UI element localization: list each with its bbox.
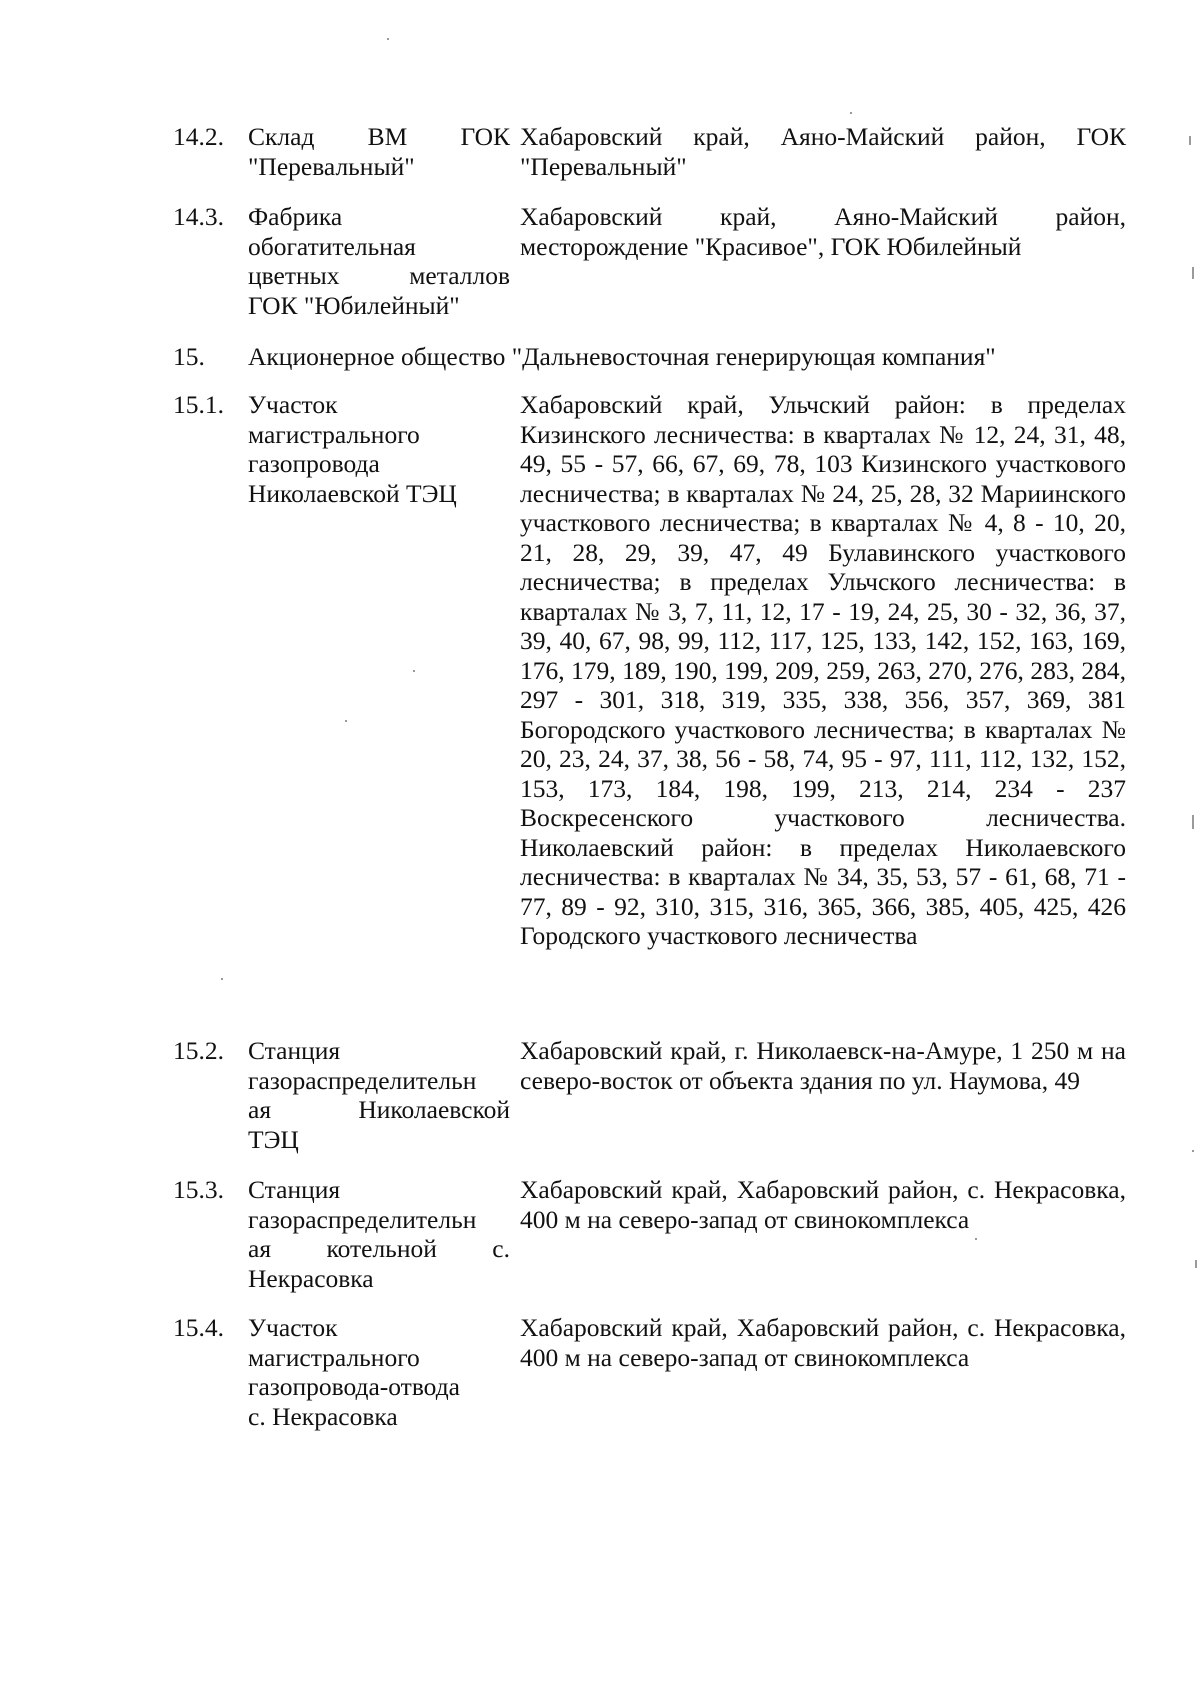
- object-address: Хабаровский край, Аяно-Майский район, ГОК "Перевальный": [520, 122, 1126, 181]
- object-address: Хабаровский край, Аяно-Майский район, месторождение "Красивое", ГОК Юбилейный: [520, 202, 1126, 261]
- scan-speck: [413, 670, 415, 672]
- object-name-line: газопровода: [248, 449, 380, 478]
- object-name-line: газораспределительн: [248, 1204, 477, 1234]
- scan-speck: [1192, 1150, 1194, 1152]
- object-address: Хабаровский край, Ульчский район: в пределах Кизинского лесничества: в кварталах № 12, 24, 31, 48, 49, 55 - 57, 66, 67, 69, 78, 103 Кизинского участкового лесничества; в кварталах № 24, 25, 28, 32 Мариинского участкового лесничества; в кварталах № 4, 8 - 10, 20, 21, 28, 29, 39, 47, 49 Булавинского участкового лесничества; в пределах Ульчского лесничества: в кварталах № 3, 7, 11, 12, 17 - 19, 24, 25, 30 - 32, 36, 37, 39, 40, 67, 98, 99, 112, 117, 125, 133, 142, 152, 163, 169, 176, 179, 189, 190, 199, 209, 259, 263, 270, 276, 283, 284, 297 - 301, 318, 319, 335, 338, 356, 357, 369, 381 Богородского участкового лесничества; в кварталах № 20, 23, 24, 37, 38, 56 - 58, 74, 95 - 97, 111, 112, 132, 152, 153, 173, 184, 198, 199, 213, 214, 234 - 237 Воскресенского участкового лесничества. Николаевский район: в пределах Николаевского лесничества: в кварталах № 34, 35, 53, 57 - 61, 68, 71 - 77, 89 - 92, 310, 315, 316, 365, 366, 385, 405, 425, 426 Городского участкового лесничества: [520, 390, 1126, 950]
- row-number: 15.1.: [173, 390, 224, 419]
- scan-speck: [1192, 815, 1194, 829]
- object-name-line: ГОК "Юбилейный": [248, 290, 460, 320]
- scan-speck: [850, 112, 852, 114]
- object-name: [248, 202, 510, 320]
- object-name-line: Станция: [248, 1036, 341, 1065]
- object-name-line: обогатительная: [248, 231, 416, 261]
- object-name-line: магистрального: [248, 419, 420, 449]
- row-number: 15.4.: [173, 1313, 224, 1342]
- object-name-line: магистрального: [248, 1342, 420, 1372]
- object-name-line: Участок: [248, 1313, 338, 1342]
- object-address: Хабаровский край, Хабаровский район, с. Некрасовка, 400 м на северо-запад от свинокомплекса: [520, 1313, 1126, 1372]
- object-name: [248, 1175, 510, 1293]
- scan-speck: [1189, 136, 1191, 145]
- row-number: 15.2.: [173, 1036, 224, 1065]
- scan-speck: [345, 720, 347, 722]
- object-name: [248, 1036, 510, 1154]
- object-name-line: цветных металлов: [248, 261, 510, 290]
- object-name: [248, 122, 510, 181]
- section-heading: Акционерное общество "Дальневосточная генерирующая компания": [248, 342, 996, 371]
- section-number: 15.: [173, 342, 205, 371]
- object-name-line: ТЭЦ: [248, 1124, 299, 1154]
- object-name-line: ая Николаевской: [248, 1095, 510, 1124]
- object-name-line: Николаевской ТЭЦ: [248, 478, 457, 508]
- object-name-line: Станция: [248, 1175, 341, 1204]
- scan-speck: [387, 38, 389, 40]
- object-name-line: Некрасовка: [248, 1263, 374, 1293]
- object-address: Хабаровский край, Хабаровский район, с. Некрасовка, 400 м на северо-запад от свинокомплекса: [520, 1175, 1126, 1234]
- object-name-line: Склад ВМ ГОК: [248, 122, 510, 151]
- object-name-line: Фабрика: [248, 202, 343, 231]
- object-name: [248, 1313, 510, 1431]
- object-name-line: газораспределительн: [248, 1065, 477, 1095]
- scan-speck: [1192, 267, 1194, 279]
- object-name-line: Участок: [248, 390, 338, 419]
- row-number: 14.3.: [173, 202, 224, 231]
- scan-speck: [221, 978, 223, 980]
- object-name-line: с. Некрасовка: [248, 1401, 398, 1431]
- object-name-line: "Перевальный": [248, 151, 415, 181]
- row-number: 14.2.: [173, 122, 224, 151]
- object-name-line: газопровода-отвода: [248, 1372, 460, 1401]
- object-address: Хабаровский край, г. Николаевск-на-Амуре, 1 250 м на северо-восток от объекта здания по ул. Наумова, 49: [520, 1036, 1126, 1095]
- object-name: [248, 390, 510, 508]
- object-name-line: ая котельной с.: [248, 1234, 510, 1263]
- scan-speck: [975, 1238, 977, 1240]
- scan-speck: [1195, 1260, 1197, 1268]
- row-number: 15.3.: [173, 1175, 224, 1204]
